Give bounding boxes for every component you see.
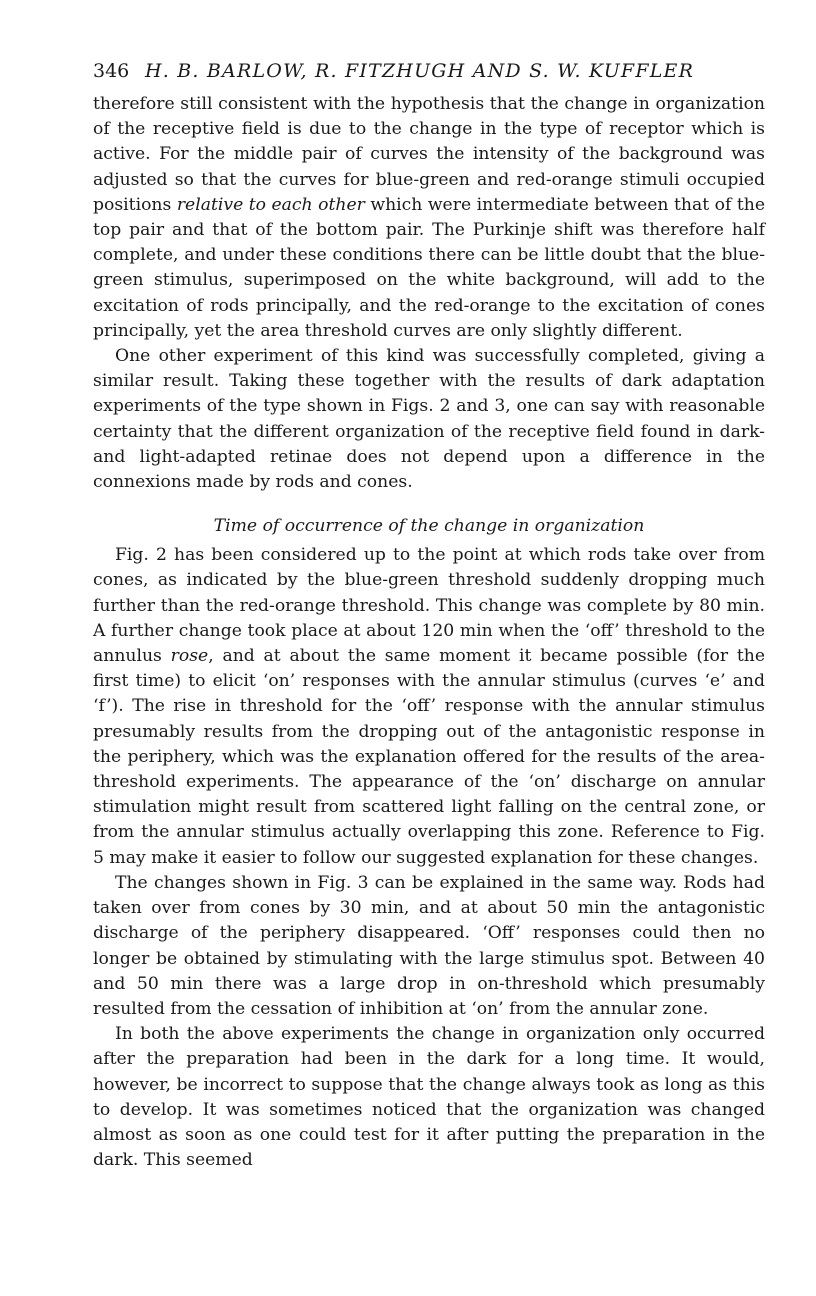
- paragraph-1-text-b: which were intermediate between that of the top pair and that of the bottom pair. The Purkinje shift was therefore half complete, and under these conditions there can be little doubt that the blue-green stimulus, superimposed on the white background, will add to the excitation of rods principally, and the red-orange to the excitation of cones principally, yet the area threshold curves are only slightly different.: [93, 194, 766, 341]
- page: [93, 58, 765, 1173]
- paragraph-3: [93, 543, 765, 871]
- running-head: [93, 58, 765, 84]
- paragraph-2: One other experiment of this kind was successfully completed, giving a similar result. Taking these together with the results of dark adaptation experiments of the type shown in Figs. 2 and 3, one can say with reasonable certainty that the different organization of the receptive field found in dark- and light-adapted retinae does not depend upon a difference in the connexions made by rods and cones.: [93, 346, 765, 493]
- paragraph-4: The changes shown in Fig. 3 can be explained in the same way. Rods had taken over from cones by 30 min, and at about 50 min the antagonistic discharge of the periphery disappeared. ‘Off’ responses could then no longer be obtained by stimulating with the large stimulus spot. Between 40 and 50 min there was a large drop in on-threshold which presumably resulted from the cessation of inhibition at ‘on’ from the annular zone.: [93, 872, 765, 1019]
- paragraph-1: [93, 92, 765, 344]
- section-heading: Time of occurrence of the change in organization: [213, 516, 645, 537]
- running-head-authors: H. B. BARLOW, R. FITZHUGH AND S. W. KUFFLER: [145, 60, 695, 82]
- paragraph-3-text-b: , and at about the same moment it became possible (for the first time) to elicit ‘on’ responses with the annular stimulus (curves ‘e’ and ‘f’). The rise in threshold for the ‘off’ response with the annular stimulus presumably results from the dropping out of the antagonistic response in the periphery, which was the explanation offered for the results of the area-threshold experiments. The appearance of the ‘on’ discharge on annular stimulation might result from scattered light falling on the central zone, or from the annular stimulus actually overlapping this zone. Reference to Fig. 5 may make it easier to follow our suggested explanation for these changes.: [93, 646, 765, 868]
- page-number: 346: [93, 60, 130, 82]
- paragraph-1-emphasis: relative to each other: [176, 194, 365, 215]
- paragraph-1-text-a: therefore still consistent with the hypothesis that the change in organization of the receptive field is due to the change in the type of receptor which is active. For the middle pair of curves the intensity of the background was adjusted so that the curves for blue-green and red-orange stimuli occupied positions: [93, 94, 765, 215]
- paragraph-3-emphasis: rose: [170, 646, 209, 667]
- paragraph-5: In both the above experiments the change in organization only occurred after the preparation had been in the dark for a long time. It would, however, be incorrect to suppose that the change always took as long as this to develop. It was sometimes noticed that the organization was changed almost as soon as one could test for it after putting the preparation in the dark. This seemed: [93, 1024, 765, 1171]
- paragraph-3-text-a: Fig. 2 has been considered up to the point at which rods take over from cones, as indicated by the blue-green threshold suddenly dropping much further than the red-orange threshold. This change was complete by 80 min. A further change took place at about 120 min when the ‘off’ threshold to the annulus: [93, 545, 765, 667]
